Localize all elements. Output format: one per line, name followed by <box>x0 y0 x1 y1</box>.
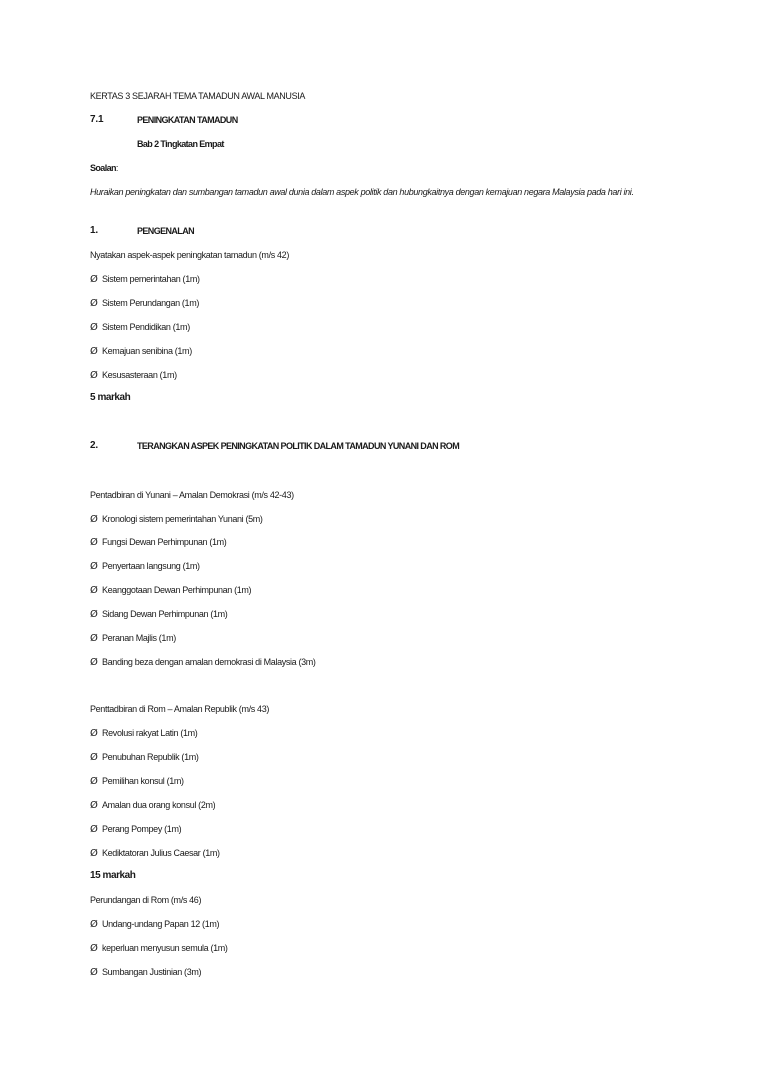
bullet-icon: Ø <box>90 633 98 644</box>
bullet-icon: Ø <box>90 800 98 811</box>
list-item: Ø Banding beza dengan amalan demokrasi di Malaysia (3m) <box>90 657 316 668</box>
section-2-title: TERANGKAN ASPEK PENINGKATAN POLITIK DALAM TAMADUN YUNANI DAN ROM <box>137 441 460 451</box>
bullet-icon: Ø <box>90 967 98 978</box>
rom-heading: Penttadbiran di Rom – Amalan Republik (m/s 43) <box>90 704 269 714</box>
section-71-subtitle: Bab 2 Tingkatan Empat <box>137 139 224 149</box>
list-item: Ø Kronologi sistem pemerintahan Yunani (5m) <box>90 514 263 525</box>
list-item: Ø Perang Pompey (1m) <box>90 824 182 835</box>
section-2-number: 2. <box>90 440 98 451</box>
list-item: Ø Penubuhan Republik (1m) <box>90 752 199 763</box>
list-item: Ø Keanggotaan Dewan Perhimpunan (1m) <box>90 585 252 596</box>
section-1-number: 1. <box>90 225 98 236</box>
list-item: Ø Amalan dua orang konsul (2m) <box>90 800 216 811</box>
bullet-icon: Ø <box>90 274 98 285</box>
soalan-label: Soalan <box>90 163 116 173</box>
section-1-marks: 5 markah <box>90 392 131 403</box>
bullet-icon: Ø <box>90 919 98 930</box>
list-item: Ø Sistem Pendidikan (1m) <box>90 322 190 333</box>
section-1-title: PENGENALAN <box>137 226 195 236</box>
bullet-icon: Ø <box>90 537 98 548</box>
bullet-icon: Ø <box>90 776 98 787</box>
bullet-icon: Ø <box>90 370 98 381</box>
bullet-icon: Ø <box>90 514 98 525</box>
bullet-icon: Ø <box>90 943 98 954</box>
bullet-icon: Ø <box>90 728 98 739</box>
list-item: Ø Sidang Dewan Perhimpunan (1m) <box>90 609 228 620</box>
perundangan-heading: Perundangan di Rom (m/s 46) <box>90 895 202 905</box>
bullet-icon: Ø <box>90 609 98 620</box>
section-2-marks: 15 markah <box>90 870 136 881</box>
list-item: Ø Revolusi rakyat Latin (1m) <box>90 728 198 739</box>
list-item: Ø Fungsi Dewan Perhimpunan (1m) <box>90 537 227 548</box>
list-item: Ø Kemajuan senibina (1m) <box>90 346 192 357</box>
bullet-icon: Ø <box>90 561 98 572</box>
list-item: Ø Kediktatoran Julius Caesar (1m) <box>90 848 220 859</box>
list-item: Ø Pemilihan konsul (1m) <box>90 776 184 787</box>
list-item: Ø Sistem pemerintahan (1m) <box>90 274 200 285</box>
bullet-icon: Ø <box>90 824 98 835</box>
bullet-icon: Ø <box>90 585 98 596</box>
list-item: Ø Undang-undang Papan 12 (1m) <box>90 919 220 930</box>
section-71-number: 7.1 <box>90 114 104 125</box>
document-header: KERTAS 3 SEJARAH TEMA TAMADUN AWAL MANUSIA <box>90 91 306 101</box>
list-item: Ø Kesusasteraan (1m) <box>90 370 177 381</box>
soalan-question: Huraikan peningkatan dan sumbangan tamadun awal dunia dalam aspek politik dan hubungkaitnya dengan kemajuan negara Malaysia pada hari ini. <box>90 187 634 197</box>
bullet-icon: Ø <box>90 346 98 357</box>
bullet-icon: Ø <box>90 322 98 333</box>
yunani-heading: Pentadbiran di Yunani – Amalan Demokrasi (m/s 42-43) <box>90 490 294 500</box>
list-item: Ø Sumbangan Justinian (3m) <box>90 967 202 978</box>
soalan-colon: : <box>115 163 119 173</box>
list-item: Ø keperluan menyusun semula (1m) <box>90 943 228 954</box>
bullet-icon: Ø <box>90 298 98 309</box>
section-1-intro: Nyatakan aspek-aspek peningkatan tamadun (m/s 42) <box>90 250 289 260</box>
list-item: Ø Peranan Majlis (1m) <box>90 633 176 644</box>
section-71-title: PENINGKATAN TAMADUN <box>137 115 238 125</box>
bullet-icon: Ø <box>90 848 98 859</box>
bullet-icon: Ø <box>90 752 98 763</box>
soalan-line <box>90 162 118 174</box>
bullet-icon: Ø <box>90 657 98 668</box>
list-item: Ø Penyertaan langsung (1m) <box>90 561 200 572</box>
list-item: Ø Sistem Perundangan (1m) <box>90 298 200 309</box>
